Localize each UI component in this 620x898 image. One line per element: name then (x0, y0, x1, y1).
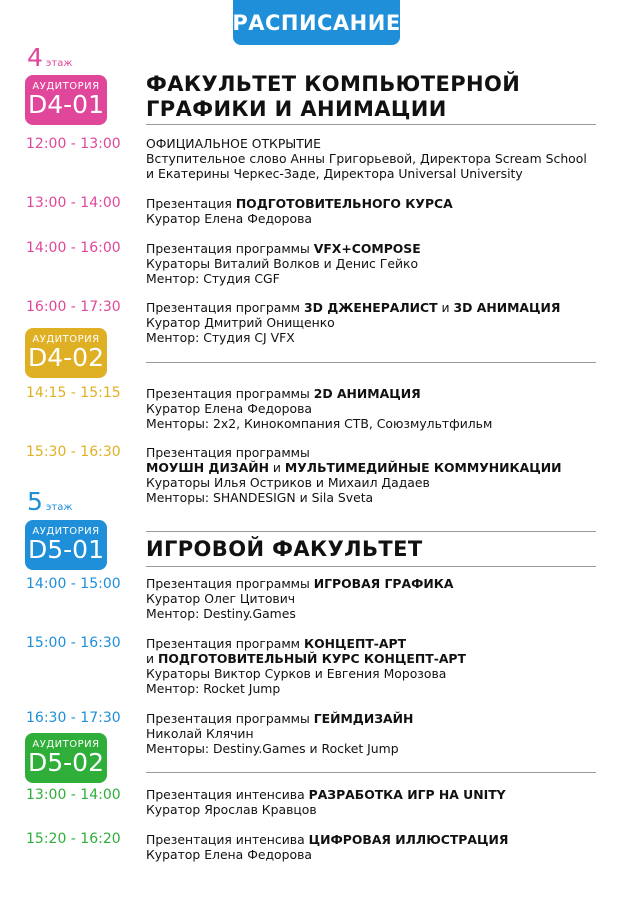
divider (146, 566, 596, 567)
room-word: АУДИТОРИЯ (32, 526, 100, 538)
room-badge-d5-01 (25, 520, 107, 570)
event-line (146, 460, 616, 475)
event-time: 15:00 - 16:30 (26, 635, 121, 651)
divider (146, 362, 596, 363)
program-name: 3D ДЖЕНЕРАЛИСТ (303, 300, 438, 315)
program-name: ЦИФРОВАЯ ИЛЛЮСТРАЦИЯ (308, 832, 509, 847)
event-line (146, 300, 616, 315)
event-line (146, 832, 616, 847)
event-time: 13:00 - 14:00 (26, 195, 121, 211)
schedule-header (233, 0, 400, 45)
event-text: Куратор Елена Федорова (146, 847, 312, 862)
event-text: Презентация (146, 196, 236, 211)
event-line (146, 330, 616, 345)
room-code: D4-02 (28, 343, 104, 373)
event-text: Презентация интенсива (146, 832, 309, 847)
room-word: АУДИТОРИЯ (32, 81, 100, 93)
event-line (146, 711, 616, 726)
schedule-title: РАСПИСАНИЕ (232, 10, 401, 35)
event-time: 15:20 - 16:20 (26, 831, 121, 847)
faculty-title-line: ФАКУЛЬТЕТ КОМПЬЮТЕРНОЙ (146, 72, 521, 96)
event-text: Презентация программы (146, 386, 314, 401)
event-line (146, 475, 616, 490)
event-line (146, 490, 616, 505)
event-text: Презентация интенсива (146, 787, 309, 802)
faculty-title-cg (146, 72, 606, 122)
event-block (146, 445, 616, 505)
event-line (146, 787, 616, 802)
event-line (146, 576, 616, 591)
room-code: D4-01 (28, 90, 104, 120)
room-word: АУДИТОРИЯ (32, 739, 100, 751)
event-line (146, 241, 616, 256)
program-name: МОУШН ДИЗАЙН (146, 460, 269, 475)
room-badge-d4-02 (25, 328, 107, 378)
event-time: 14:15 - 15:15 (26, 385, 121, 401)
event-text: Менторы: SHANDESIGN и Sila Sveta (146, 490, 374, 505)
event-text: и (268, 460, 285, 475)
event-text: Презентация программы (146, 445, 310, 460)
event-text: Вступительное слово Анны Григорьевой, Директора Scream School (146, 151, 587, 166)
event-line (146, 741, 616, 756)
event-line (146, 315, 616, 330)
event-line (146, 136, 616, 151)
event-text: Ментор: Destiny.Games (146, 606, 296, 621)
event-line (146, 196, 616, 211)
event-line (146, 256, 616, 271)
room-code: D5-01 (28, 535, 104, 565)
event-text: Ментор: Студия CGF (146, 271, 280, 286)
divider (146, 531, 596, 532)
event-text: Куратор Олег Цитович (146, 591, 296, 606)
event-text: Менторы: Destiny.Games и Rocket Jump (146, 741, 399, 756)
floor-word: этаж (45, 58, 73, 69)
floor-number: 4 (27, 43, 43, 72)
event-line (146, 211, 616, 226)
program-name: 3D АНИМАЦИЯ (453, 300, 561, 315)
event-text: и Екатерины Черкес-Заде, Директора Universal University (146, 166, 523, 181)
event-text: Кураторы Виталий Волков и Денис Гейко (146, 256, 419, 271)
event-text: Ментор: Студия CJ VFX (146, 330, 295, 345)
event-time: 14:00 - 16:00 (26, 240, 121, 256)
program-name: ИГРОВАЯ ГРАФИКА (313, 576, 454, 591)
event-line (146, 847, 616, 862)
event-line (146, 445, 616, 460)
event-line (146, 651, 616, 666)
event-block (146, 787, 616, 817)
event-time: 12:00 - 13:00 (26, 136, 121, 152)
event-line (146, 681, 616, 696)
room-badge-d5-02 (25, 733, 107, 783)
event-line (146, 271, 616, 286)
room-code: D5-02 (28, 748, 104, 778)
event-block (146, 832, 616, 862)
faculty-title-game (146, 537, 606, 562)
program-name: ПОДГОТОВИТЕЛЬНЫЙ КУРС КОНЦЕПТ-АРТ (158, 651, 466, 666)
event-text: ОФИЦИАЛЬНОЕ ОТКРЫТИЕ (146, 136, 321, 151)
event-line (146, 151, 616, 166)
event-text: Куратор Дмитрий Онищенко (146, 315, 335, 330)
event-line (146, 166, 616, 181)
event-block (146, 576, 616, 621)
divider (146, 124, 596, 125)
event-line (146, 606, 616, 621)
event-text: Николай Клячин (146, 726, 254, 741)
event-text: Презентация программы (146, 241, 314, 256)
event-time: 16:00 - 17:30 (26, 299, 121, 315)
event-text: Куратор Елена Федорова (146, 211, 312, 226)
event-block (146, 136, 616, 181)
event-block (146, 636, 616, 696)
floor-number: 5 (27, 487, 43, 516)
event-block (146, 711, 616, 756)
event-block (146, 241, 616, 286)
floor-word: этаж (45, 502, 73, 513)
divider (146, 772, 596, 773)
event-time: 14:00 - 15:00 (26, 576, 121, 592)
event-text: и (146, 651, 158, 666)
program-name: ПОДГОТОВИТЕЛЬНОГО КУРСА (235, 196, 453, 211)
program-name: КОНЦЕПТ-АРТ (303, 636, 407, 651)
program-name: РАЗРАБОТКА ИГР НА UNITY (308, 787, 506, 802)
event-text: Менторы: 2x2, Кинокомпания СТВ, Союзмультфильм (146, 416, 493, 431)
event-text: Ментор: Rocket Jump (146, 681, 281, 696)
event-line (146, 802, 616, 817)
faculty-title-line: ГРАФИКИ И АНИМАЦИИ (146, 97, 447, 121)
program-name: МУЛЬТИМЕДИЙНЫЕ КОММУНИКАЦИИ (284, 460, 562, 475)
event-text: Презентация программы (146, 711, 314, 726)
event-text: Презентация программ (146, 300, 304, 315)
program-name: 2D АНИМАЦИЯ (313, 386, 421, 401)
event-text: и (437, 300, 454, 315)
floor-5-label (27, 489, 72, 514)
event-line (146, 401, 616, 416)
event-text: Презентация программ (146, 636, 304, 651)
event-time: 13:00 - 14:00 (26, 787, 121, 803)
event-block (146, 300, 616, 345)
event-block (146, 386, 616, 431)
event-line (146, 726, 616, 741)
event-text: Куратор Елена Федорова (146, 401, 312, 416)
event-text: Презентация программы (146, 576, 314, 591)
program-name: ГЕЙМДИЗАЙН (313, 711, 414, 726)
floor-4-label (27, 45, 72, 70)
event-line (146, 636, 616, 651)
event-line (146, 591, 616, 606)
event-time: 16:30 - 17:30 (26, 710, 121, 726)
room-badge-d4-01 (25, 75, 107, 125)
event-text: Куратор Ярослав Кравцов (146, 802, 317, 817)
event-text: Кураторы Виктор Сурков и Евгения Морозова (146, 666, 447, 681)
event-text: Кураторы Илья Остриков и Михаил Дадаев (146, 475, 430, 490)
event-block (146, 196, 616, 226)
event-time: 15:30 - 16:30 (26, 444, 121, 460)
event-line (146, 416, 616, 431)
event-line (146, 666, 616, 681)
room-word: АУДИТОРИЯ (32, 334, 100, 346)
faculty-title-line: ИГРОВОЙ ФАКУЛЬТЕТ (146, 537, 423, 561)
program-name: VFX+COMPOSE (313, 241, 421, 256)
event-line (146, 386, 616, 401)
